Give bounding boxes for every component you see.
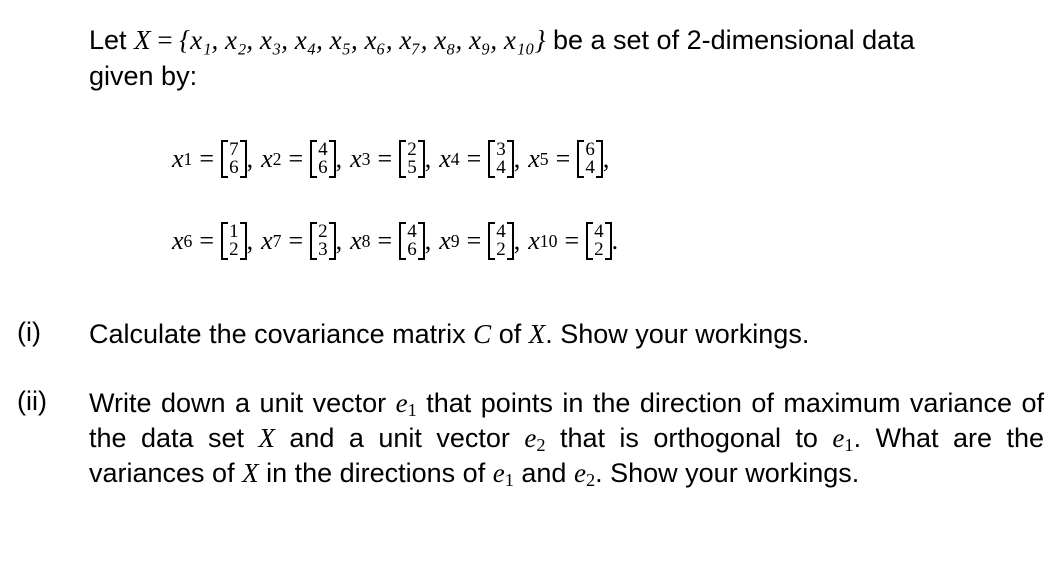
column-vector [399,222,425,260]
problem-intro [89,22,1049,94]
symbol-sub: 1 [407,400,417,421]
question-text [89,317,1044,352]
vector-x7: x 7 = 2 3 , [261,221,343,260]
separator: , [513,226,521,255]
symbol-sub: 1 [504,470,514,491]
equals-sign: = [466,226,482,255]
equals-sign: = [377,226,393,255]
vector-row-2 [170,222,624,260]
vector-label: x [528,226,540,255]
set-members: {x₁, x₂, x₃, x₄, x₅, x₆, x₇, x₈, x₉, x₁₀} [179,25,546,55]
question-text-part: and a unit vector [274,423,525,453]
equals-sign: = [199,226,215,255]
vector-x3: x 3 = 2 5 , [350,139,432,178]
vector-x6: x 6 = 1 2 , [172,221,254,260]
column-vector [488,222,514,260]
equals-sign: = [555,144,571,173]
column-vector [221,140,247,178]
vector-bottom-value: 2 [229,239,239,260]
symbol-sub: 2 [585,470,596,491]
vector-top-value: 2 [407,139,417,160]
vector-label: x [172,226,184,255]
vector-label: x [261,144,273,173]
vector-bottom-value: 6 [318,157,328,178]
separator: , [335,226,343,255]
vector-top-value: 2 [318,221,328,242]
question-text-part: Calculate the covariance matrix [89,319,474,349]
question-text-part: Write down a unit vector [89,388,396,418]
vector-x1: x 1 = 7 6 , [172,139,254,178]
intro-prefix: Let [89,25,127,55]
symbol-e: e [524,423,537,453]
symbol-x: X [242,458,259,488]
vector-label: x [439,144,451,173]
intro-suffix: be a set of 2-dimensional data [545,25,915,55]
vector-top-value: 7 [229,139,239,160]
vector-bottom-value: 3 [318,239,328,260]
vector-top-value: 4 [594,221,604,242]
set-equals: = [150,25,180,55]
vector-x5: x 5 = 6 4 , [528,139,610,178]
symbol-sub: 2 [536,435,546,456]
vector-x8: x 8 = 4 6 , [350,221,432,260]
equals-sign: = [199,144,215,173]
separator: , [246,226,254,255]
vector-x4: x 4 = 3 4 , [439,139,521,178]
question-text-part: of [491,319,529,349]
symbol-x: X [258,423,275,453]
equals-sign: = [288,226,304,255]
separator: . [611,226,619,255]
vector-x2: x 2 = 4 6 , [261,139,343,178]
column-vector [488,140,514,178]
question-text [89,386,1044,491]
symbol-x: X [528,319,546,349]
vector-top-value: 4 [407,221,417,242]
symbol-e: e [573,458,586,488]
column-vector [577,140,603,178]
question-text-part: in the directions of [258,458,493,488]
intro-line2: given by: [89,61,198,91]
symbol-e: e [395,388,408,418]
question-text-part: . Show your workings. [545,319,810,349]
vector-bottom-value: 2 [594,239,604,260]
vector-top-value: 4 [496,221,506,242]
vector-bottom-value: 2 [496,239,506,260]
column-vector [310,222,336,260]
question-text-part: that is orthogonal to [545,423,833,453]
column-vector [586,222,612,260]
vector-row-1 [170,140,615,178]
vector-bottom-value: 6 [229,157,239,178]
question-text-part: that points in the direction of maximum variance of the data set [89,388,1044,453]
separator: , [513,144,521,173]
equals-sign: = [466,144,482,173]
column-vector [221,222,247,260]
column-vector [310,140,336,178]
equals-sign: = [288,144,304,173]
separator: , [424,226,432,255]
separator: , [424,144,432,173]
question-text-part: . Show your workings. [595,458,860,488]
equals-sign: = [377,144,393,173]
question-number: (ii) [17,386,47,416]
vector-label: x [350,226,362,255]
symbol-e: e [492,458,505,488]
vector-label: x [350,144,362,173]
vector-label: x [172,144,184,173]
question-number: (i) [17,317,41,347]
vector-top-value: 3 [496,139,506,160]
vector-bottom-value: 4 [585,157,595,178]
set-name: X [134,25,151,55]
vector-label: x [439,226,451,255]
separator: , [335,144,343,173]
symbol-c: C [473,319,492,349]
symbol-e: e [832,423,845,453]
vector-bottom-value: 5 [407,157,417,178]
vector-label: x [528,144,540,173]
question-text-part: and [513,458,574,488]
vector-top-value: 6 [585,139,595,160]
symbol-sub: 1 [844,435,854,456]
vector-bottom-value: 4 [496,157,506,178]
vector-x9: x 9 = 4 2 , [439,221,521,260]
separator: , [602,144,610,173]
vector-label: x [261,226,273,255]
question-text-part: . What are the variances of [89,423,1044,488]
vector-x10: x 10 = 4 2 . [528,221,619,260]
vector-bottom-value: 6 [407,239,417,260]
separator: , [246,144,254,173]
equals-sign: = [564,226,580,255]
vector-top-value: 1 [229,221,239,242]
vector-top-value: 4 [318,139,328,160]
column-vector [399,140,425,178]
